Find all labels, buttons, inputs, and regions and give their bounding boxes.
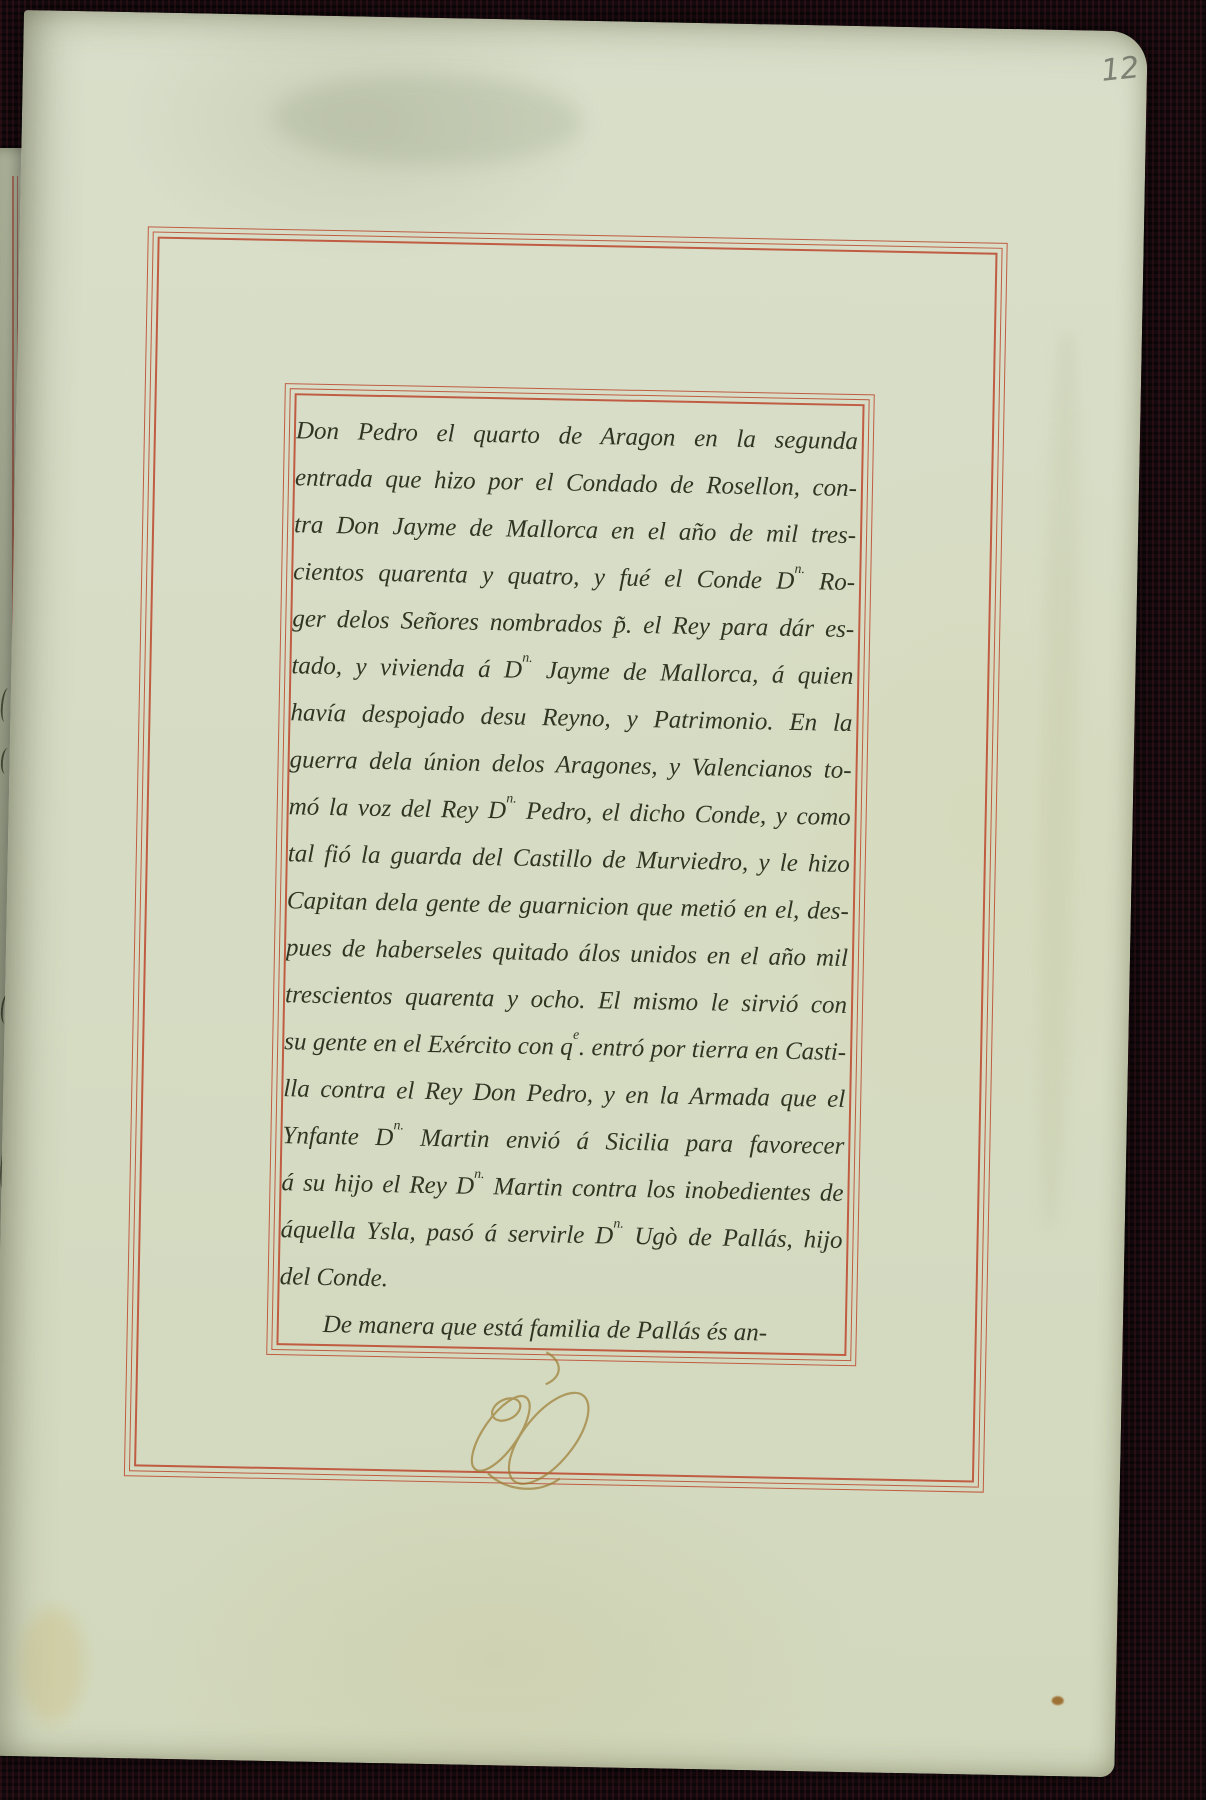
parchment-stain	[1033, 330, 1084, 1230]
manuscript-line: De manera que está familia de Pallás és an-	[322, 1310, 768, 1347]
manuscript-line: tado, y vivienda á $D^{n.}$ Jayme de Mallorca, á quien	[291, 649, 854, 691]
manuscript-line: cientos quarenta y quatro, y fué el Conde $D^{n.}$ Ro-	[293, 558, 856, 597]
manuscript-line: tal fió la guarda del Castillo de Murviedro, y le hizo	[287, 840, 851, 879]
parchment-stain	[19, 1606, 85, 1723]
manuscript-line: lla contra el Rey Don Pedro, y en la Armada que el	[283, 1075, 846, 1113]
manuscript-line: mó la voz del Rey $D^{n.}$ Pedro, el dicho Conde, y como	[288, 790, 851, 832]
manuscript-line: ger delos Señores nombrados p̃. el Rey para dár es-	[292, 605, 855, 644]
manuscript-line: Ynfante $D^{n.}$ Martin envió á Sicilia para favorecer	[282, 1117, 845, 1160]
manuscript-line: Don Pedro el quarto de Aragon en la segunda	[295, 417, 859, 456]
manuscript-line: entrada que hizo por el Condado de Rosellon, con-	[294, 464, 858, 503]
manuscript-line: tra Don Jayme de Mallorca en el año de mil tres-	[293, 511, 857, 550]
manuscript-line: á su hijo el Rey $D^{n.}$ Martin contra los inobedientes de	[281, 1165, 844, 1207]
pen-flourish-strokes	[461, 1351, 604, 1498]
ink-stain	[1052, 1696, 1064, 1705]
manuscript-line: del Conde.	[279, 1263, 389, 1293]
parchment-page	[0, 10, 1148, 1777]
manuscript-line: áquella Ysla, pasó á servirle $D^{n.}$ Ugò de Pallás, hijo	[280, 1215, 843, 1254]
manuscript-line: havía despojado desu Reyno, y Patrimonio. En la	[290, 699, 853, 738]
folio-number: 12	[1099, 50, 1142, 89]
manuscript-line: su gente en el Exército con $q^e$. entró por tierra en Casti-	[283, 1026, 847, 1066]
manuscript-text-block	[278, 407, 858, 1358]
manuscript-line: trescientos quarenta y ocho. El mismo le sirvió con	[284, 981, 848, 1019]
manuscript-line: pues de haberseles quitado álos unidos en el año mil	[285, 934, 849, 972]
pen-flourish-icon	[448, 1344, 609, 1499]
parchment-stain	[271, 71, 583, 169]
manuscript-line: Capitan dela gente de guarnicion que metió en el, des-	[286, 887, 850, 925]
manuscript-line: guerra dela únion delos Aragones, y Valencianos to-	[289, 746, 852, 785]
